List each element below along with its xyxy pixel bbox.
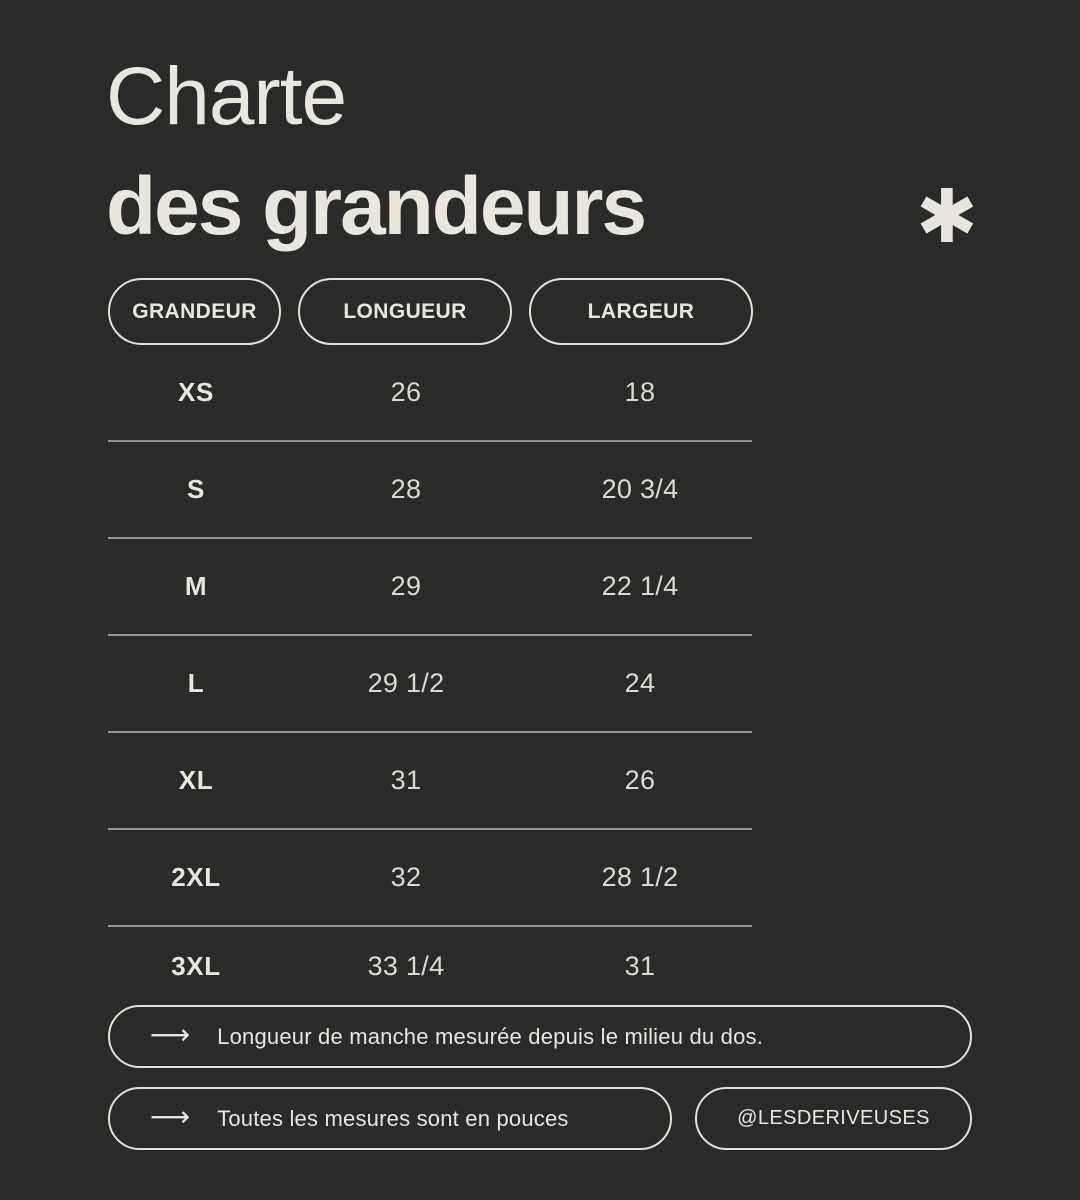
longueur-cell: 31 (390, 765, 422, 795)
longueur-cell: 33 1/4 (367, 950, 445, 981)
table-row-2xl (108, 830, 752, 925)
largeur-cell: 26 (624, 765, 656, 795)
largeur-cell: 24 (624, 668, 656, 698)
largeur-cell: 28 1/2 (601, 862, 679, 892)
largeur-cell: 22 1/4 (601, 571, 679, 601)
table-row-xl (108, 733, 752, 828)
longueur-cell: 32 (390, 862, 422, 892)
largeur-cell: 31 (624, 950, 656, 981)
largeur-cell: 18 (624, 377, 656, 407)
size-cell: M (184, 571, 208, 601)
right-arrow-icon: ⟶ (150, 1099, 191, 1133)
page-title-line-1: Charte (106, 51, 347, 142)
size-cell: 2XL (171, 862, 221, 892)
note-sleeve-measurement (108, 1005, 972, 1068)
note-text: Toutes les mesures sont en pouces (217, 1105, 569, 1131)
size-cell: S (187, 474, 205, 504)
size-cell: XL (178, 765, 214, 795)
right-arrow-icon: ⟶ (150, 1017, 191, 1051)
page-title-line-2: des grandeurs (106, 161, 646, 252)
column-header-largeur: LARGEUR (529, 278, 753, 345)
longueur-cell: 29 (390, 571, 422, 601)
table-row-3xl (108, 927, 752, 1005)
largeur-cell: 20 3/4 (601, 474, 679, 504)
column-header-longueur: LONGUEUR (298, 278, 512, 345)
size-cell: L (187, 668, 205, 698)
column-header-row (108, 278, 753, 345)
longueur-cell: 29 1/2 (367, 668, 445, 698)
table-row-l (108, 636, 752, 731)
note-text: Longueur de manche mesurée depuis le milieu du dos. (217, 1023, 764, 1049)
column-header-grandeur: GRANDEUR (108, 278, 281, 345)
size-cell: 3XL (171, 950, 221, 981)
social-handle-badge: @LESDERIVEUSES (695, 1087, 972, 1150)
asterisk-icon: ✱ (916, 174, 979, 260)
size-table (108, 345, 752, 1005)
longueur-cell: 26 (390, 377, 422, 407)
table-row-xs (108, 345, 752, 440)
note-units (108, 1087, 672, 1150)
table-row-s (108, 442, 752, 537)
size-cell: XS (178, 377, 214, 407)
table-row-m (108, 539, 752, 634)
longueur-cell: 28 (390, 474, 422, 504)
